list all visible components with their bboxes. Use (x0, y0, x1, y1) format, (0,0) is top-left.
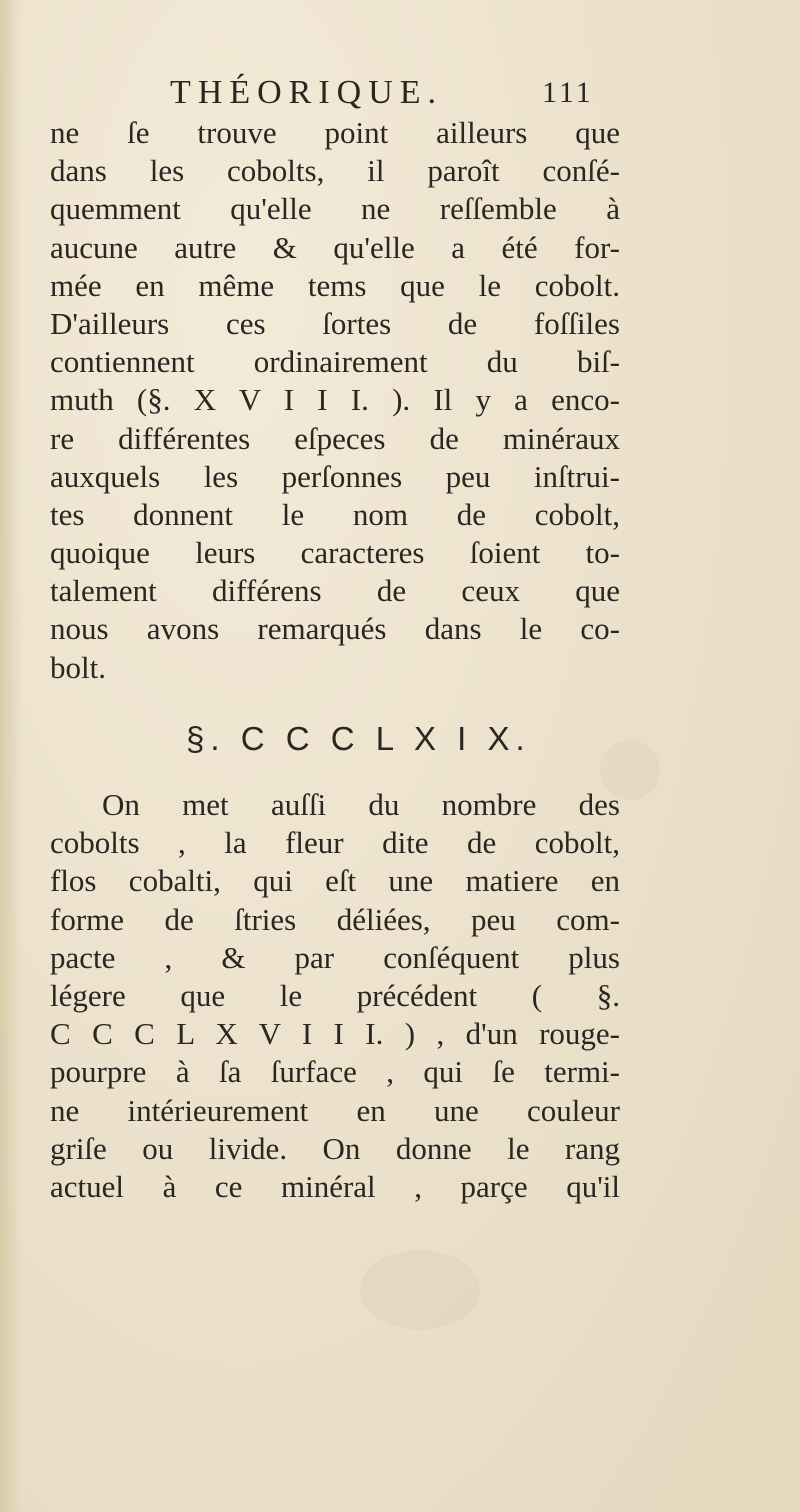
text-line: ne ſe trouve point ailleurs que (50, 115, 620, 150)
text-line: pacte , & par conſéquent plus (50, 939, 620, 975)
text-line: auxquels les perſonnes peu inſtrui- (50, 458, 620, 494)
paragraph-1 (50, 114, 620, 687)
text-line: cobolts , la fleur dite de cobolt, (50, 825, 620, 861)
text-line: pourpre à ſa ſurface , qui ſe termi- (50, 1054, 620, 1090)
text-line: re différentes eſpeces de minéraux (50, 420, 620, 456)
section-number: §. C C C L X I X. (186, 720, 531, 757)
section-heading (0, 716, 800, 762)
text-line: flos cobalti, qui eſt une matiere en (50, 863, 620, 899)
text-line: contiennent ordinairement du biſ- (50, 344, 620, 380)
text-line: ne intérieurement en une couleur (50, 1092, 620, 1128)
text-line: légere que le précédent ( §. (50, 977, 620, 1013)
text-line: quoique leurs caracteres ſoient to- (50, 535, 620, 571)
text-line: dans les cobolts, il paroît conſé- (50, 153, 620, 189)
text-line: forme de ſtries déliées, peu com- (50, 901, 620, 937)
text-line: muth (§. X V I I I. ). Il y a enco- (50, 382, 620, 418)
text-line: nous avons remarqués dans le co- (50, 611, 620, 647)
text-line: C C C L X V I I I. ) , d'un rouge- (50, 1016, 620, 1052)
text-line: aucune autre & qu'elle a été for- (50, 229, 620, 265)
text-line: tes donnent le nom de cobolt, (50, 496, 620, 532)
paper-stain (360, 1250, 480, 1330)
paragraph-2 (50, 786, 620, 1206)
text-line: mée en même tems que le cobolt. (50, 267, 620, 303)
text-line: D'ailleurs ces ſortes de foſſiles (50, 305, 620, 341)
text-line: quemment qu'elle ne reſſemble à (50, 191, 620, 227)
running-head-title: THÉORIQUE. (170, 74, 444, 111)
running-head (0, 68, 800, 118)
text-line: On met auſſi du nombre des (102, 787, 620, 822)
text-line: actuel à ce minéral , parçe qu'il (50, 1168, 620, 1204)
text-line: griſe ou livide. On donne le rang (50, 1130, 620, 1166)
text-line: talement différens de ceux que (50, 573, 620, 609)
page-number: 111 (542, 76, 594, 109)
text-line: bolt. (50, 649, 106, 685)
